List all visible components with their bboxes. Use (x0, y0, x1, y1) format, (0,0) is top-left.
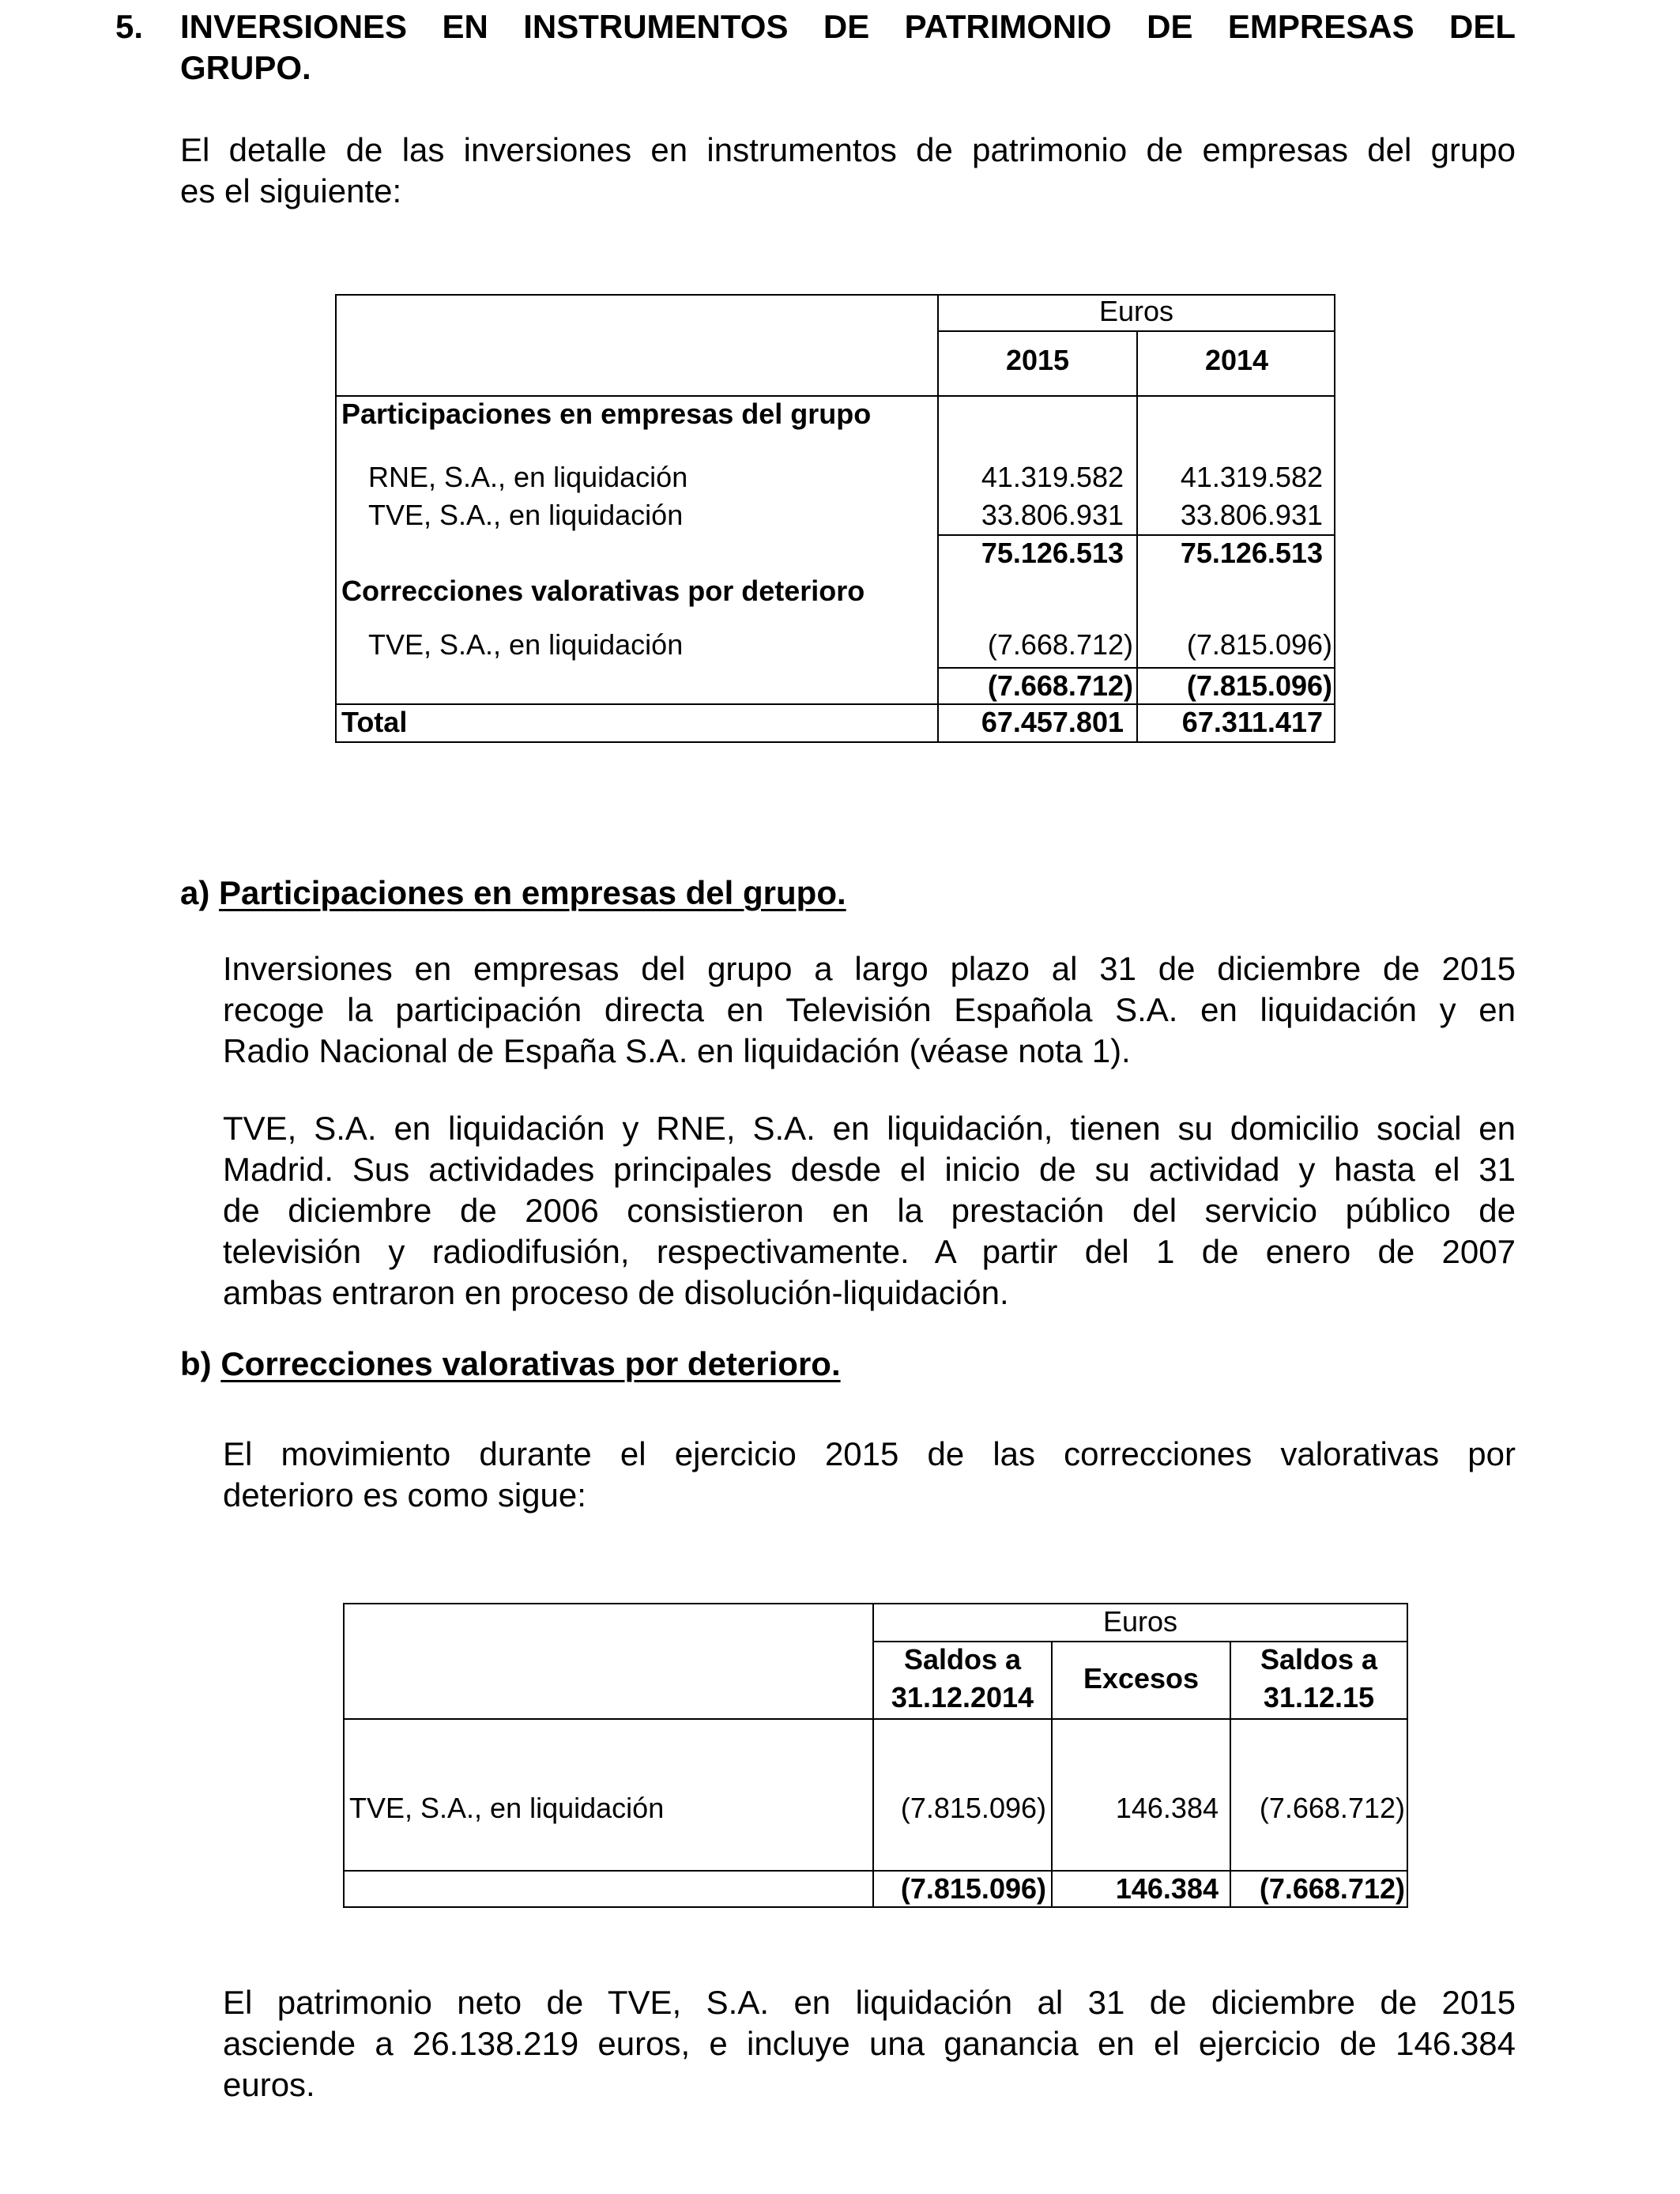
row-value-2015: 33.806.931 (981, 499, 1124, 531)
currency-header: Euros (1102, 1605, 1178, 1638)
subsection-a-prefix: a) (180, 874, 210, 911)
total-2015: 67.457.801 (981, 706, 1124, 738)
currency-header: Euros (1098, 295, 1174, 327)
col-header-excesses: Excesos (1083, 1662, 1200, 1695)
row-value-2014: 41.319.582 (1180, 461, 1323, 493)
table-divider (937, 330, 1335, 332)
subtotal-participations-2014: 75.126.513 (1180, 537, 1323, 569)
total-opening-balance: (7.815.096) (900, 1872, 1046, 1905)
year-header-2015: 2015 (1005, 344, 1070, 376)
paragraph-line: asciende a 26.138.219 euros, e incluye una ganancia en el ejercicio de 146.384 (223, 2025, 1516, 2062)
total-label: Total (341, 706, 408, 738)
paragraph-line: Inversiones en empresas del grupo a largo plazo al 31 de diciembre de 2015 (223, 950, 1516, 987)
paragraph-line: televisión y radiodifusión, respectivamente. A partir del 1 de enero de 2007 (223, 1233, 1516, 1270)
section-title-line1: INVERSIONES EN INSTRUMENTOS DE PATRIMONIO DE EMPRESAS DEL (180, 8, 1516, 45)
row-value-2015: 41.319.582 (981, 461, 1124, 493)
subsection-a-title: Participaciones en empresas del grupo. (219, 874, 846, 911)
row-value-2014: (7.815.096) (1186, 628, 1332, 661)
paragraph-line: El patrimonio neto de TVE, S.A. en liquidación al 31 de diciembre de 2015 (223, 1984, 1516, 2021)
paragraph-line: de diciembre de 2006 consistieron en la prestación del servicio público de (223, 1192, 1516, 1229)
intro-paragraph (180, 130, 1516, 212)
intro-line: es el siguiente: (180, 172, 402, 209)
intro-line: El detalle de las inversiones en instrumentos de patrimonio de empresas del grupo (180, 131, 1516, 168)
year-header-2014: 2014 (1204, 344, 1269, 376)
paragraph-line: TVE, S.A. en liquidación y RNE, S.A. en liquidación, tienen su domicilio social en (223, 1110, 1516, 1147)
subsection-a-paragraph2 (223, 1108, 1516, 1314)
group-label-participations: Participaciones en empresas del grupo (341, 398, 872, 430)
table-divider (343, 1718, 1408, 1720)
paragraph-line: Radio Nacional de España S.A. en liquidación (véase nota 1). (223, 1032, 1131, 1069)
subtotal-corrections-2015: (7.668.712) (987, 669, 1133, 702)
row-closing-balance: (7.668.712) (1259, 1792, 1405, 1824)
row-excesses: 146.384 (1115, 1792, 1219, 1824)
total-closing-balance: (7.668.712) (1259, 1872, 1405, 1905)
row-value-2014: 33.806.931 (1180, 499, 1323, 531)
col-header-opening-line1: Saldos a (903, 1643, 1022, 1676)
row-label: TVE, S.A., en liquidación (368, 499, 684, 531)
paragraph-line: ambas entraron en proceso de disolución-liquidación. (223, 1274, 1009, 1311)
paragraph-line: El movimiento durante el ejercicio 2015 de las correcciones valorativas por (223, 1435, 1516, 1472)
total-excesses: 146.384 (1115, 1872, 1219, 1905)
paragraph-line: Madrid. Sus actividades principales desde el inicio de su actividad y hasta el 31 (223, 1151, 1516, 1188)
row-label: TVE, S.A., en liquidación (349, 1792, 665, 1824)
subsection-a-heading (180, 873, 846, 914)
paragraph-line: euros. (223, 2066, 315, 2103)
section-title-line2: GRUPO. (180, 49, 311, 86)
col-header-closing-line1: Saldos a (1260, 1643, 1378, 1676)
subsection-b-prefix: b) (180, 1345, 212, 1382)
subsection-b-title: Correcciones valorativas por deterioro. (220, 1345, 841, 1382)
section-number: 5. (115, 8, 144, 45)
subsection-b-heading (180, 1344, 841, 1385)
subtotal-corrections-2014: (7.815.096) (1186, 669, 1332, 702)
group-label-corrections: Correcciones valorativas por deterioro (341, 575, 865, 607)
row-label: TVE, S.A., en liquidación (368, 628, 684, 661)
paragraph-line: deterioro es como sigue: (223, 1476, 586, 1514)
subsection-b-paragraph (223, 1434, 1516, 1516)
row-label: RNE, S.A., en liquidación (368, 461, 688, 493)
subsection-a-paragraph1 (223, 948, 1516, 1072)
subtotal-participations-2015: 75.126.513 (981, 537, 1124, 569)
row-opening-balance: (7.815.096) (900, 1792, 1046, 1824)
col-header-closing-line2: 31.12.15 (1263, 1681, 1375, 1713)
row-value-2015: (7.668.712) (987, 628, 1133, 661)
col-header-opening-line2: 31.12.2014 (891, 1681, 1034, 1713)
paragraph-line: recoge la participación directa en Televisión Española S.A. en liquidación y en (223, 991, 1516, 1028)
total-2014: 67.311.417 (1181, 706, 1323, 738)
closing-paragraph (223, 1982, 1516, 2105)
